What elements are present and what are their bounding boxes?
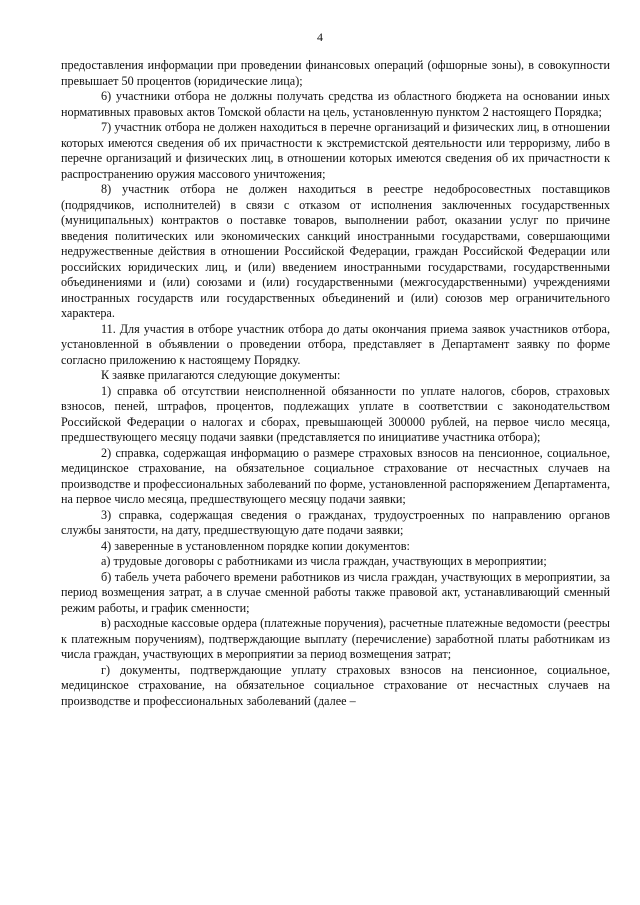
paragraph-doc-4: 4) заверенные в установленном порядке копии документов: — [101, 538, 410, 553]
paragraph-item-8: 8) участник отбора не должен находиться в реестре недобросовестных поставщиков (подрядчиков, исполнителей) в связи с отказом от исполнения заключенных государственных (муниципальных) контрактов о поставке товаров, выполнении работ, оказании услуг по причине введения политических или экономических санкций иностранными государствами, совершающими недружественные действия в отношении Российской Федерации, граждан Российской Федерации или российских юридических лиц, и (или) введением иностранными государствами, государственными объединениями и (или) союзами и (или) государственными (межгосударственными) учреждениями иностранных государств или государственных объединений и (или) союзов мер ограничительного характера. — [61, 182, 610, 320]
paragraph-doc-2: 2) справка, содержащая информацию о размере страховых взносов на пенсионное, социальное, медицинское страхование, на обязательное социальное страхование от несчастных случаев на производстве и профессиональных заболеваний по форме, установленной распоряжением Департамента, на первое число месяца, предшествующего месяцу подачи заявки; — [61, 445, 610, 506]
paragraph-doc-4b: б) табель учета рабочего времени работников из числа граждан, участвующих в мероприятии, за период возмещения затрат, а в случае сменной работы также правовой акт, устанавливающий сменный режим работы, и график сменности; — [61, 569, 610, 615]
paragraph-doc-4a: а) трудовые договоры с работниками из числа граждан, участвующих в мероприятии; — [101, 554, 547, 568]
document-body — [61, 58, 610, 709]
paragraph-continuation: предоставления информации при проведении финансовых операций (офшорные зоны), в совокупности превышает 50 процентов (юридические лица); — [61, 58, 610, 88]
paragraph-doc-3: 3) справка, содержащая сведения о гражданах, трудоустроенных по направлению органов службы занятости, на дату, предшествующую дате подачи заявки; — [61, 507, 610, 537]
paragraph-doc-1: 1) справка об отсутствии неисполненной обязанности по уплате налогов, сборов, страховых взносов, пеней, штрафов, процентов, подлежащих уплате в соответствии с законодательством Российской Федерации о налогах и сборах, превышающей 300000 рублей, на первое число месяца, предшествующего месяцу подачи заявки (представляется по инициативе участника отбора); — [61, 383, 610, 444]
paragraph-doc-4c: в) расходные кассовые ордера (платежные поручения), расчетные платежные ведомости (реестры к платежным поручениям), подтверждающие выплату (перечисление) заработной платы работникам из числа граждан, участвующих в мероприятии за период возмещения затрат; — [61, 616, 610, 661]
page-number: 4 — [317, 30, 323, 44]
paragraph-item-6: 6) участники отбора не должны получать средства из областного бюджета на основании иных нормативных правовых актов Томской области на цель, установленную пунктом 2 настоящего Порядка; — [61, 89, 610, 119]
paragraph-item-7: 7) участник отбора не должен находиться в перечне организаций и физических лиц, в отношении которых имеются сведения об их причастности к экстремистской деятельности или терроризму, либо в перечне организаций и физических лиц, в отношении которых имеются сведения об их причастности к распространению оружия массового уничтожения; — [61, 120, 610, 181]
paragraph-doc-4d: г) документы, подтверждающие уплату страховых взносов на пенсионное, социальное, медицинское страхование, на обязательное социальное страхование от несчастных случаев на производстве и профессиональных заболеваний (далее – — [61, 662, 610, 708]
paragraph-clause-11: 11. Для участия в отборе участник отбора до даты окончания приема заявок участников отбора, установленной в объявлении о проведении отбора, представляет в Департамент заявку по форме согласно приложению к настоящему Порядку. — [61, 321, 610, 367]
paragraph-documents-intro: К заявке прилагаются следующие документы: — [101, 368, 341, 382]
